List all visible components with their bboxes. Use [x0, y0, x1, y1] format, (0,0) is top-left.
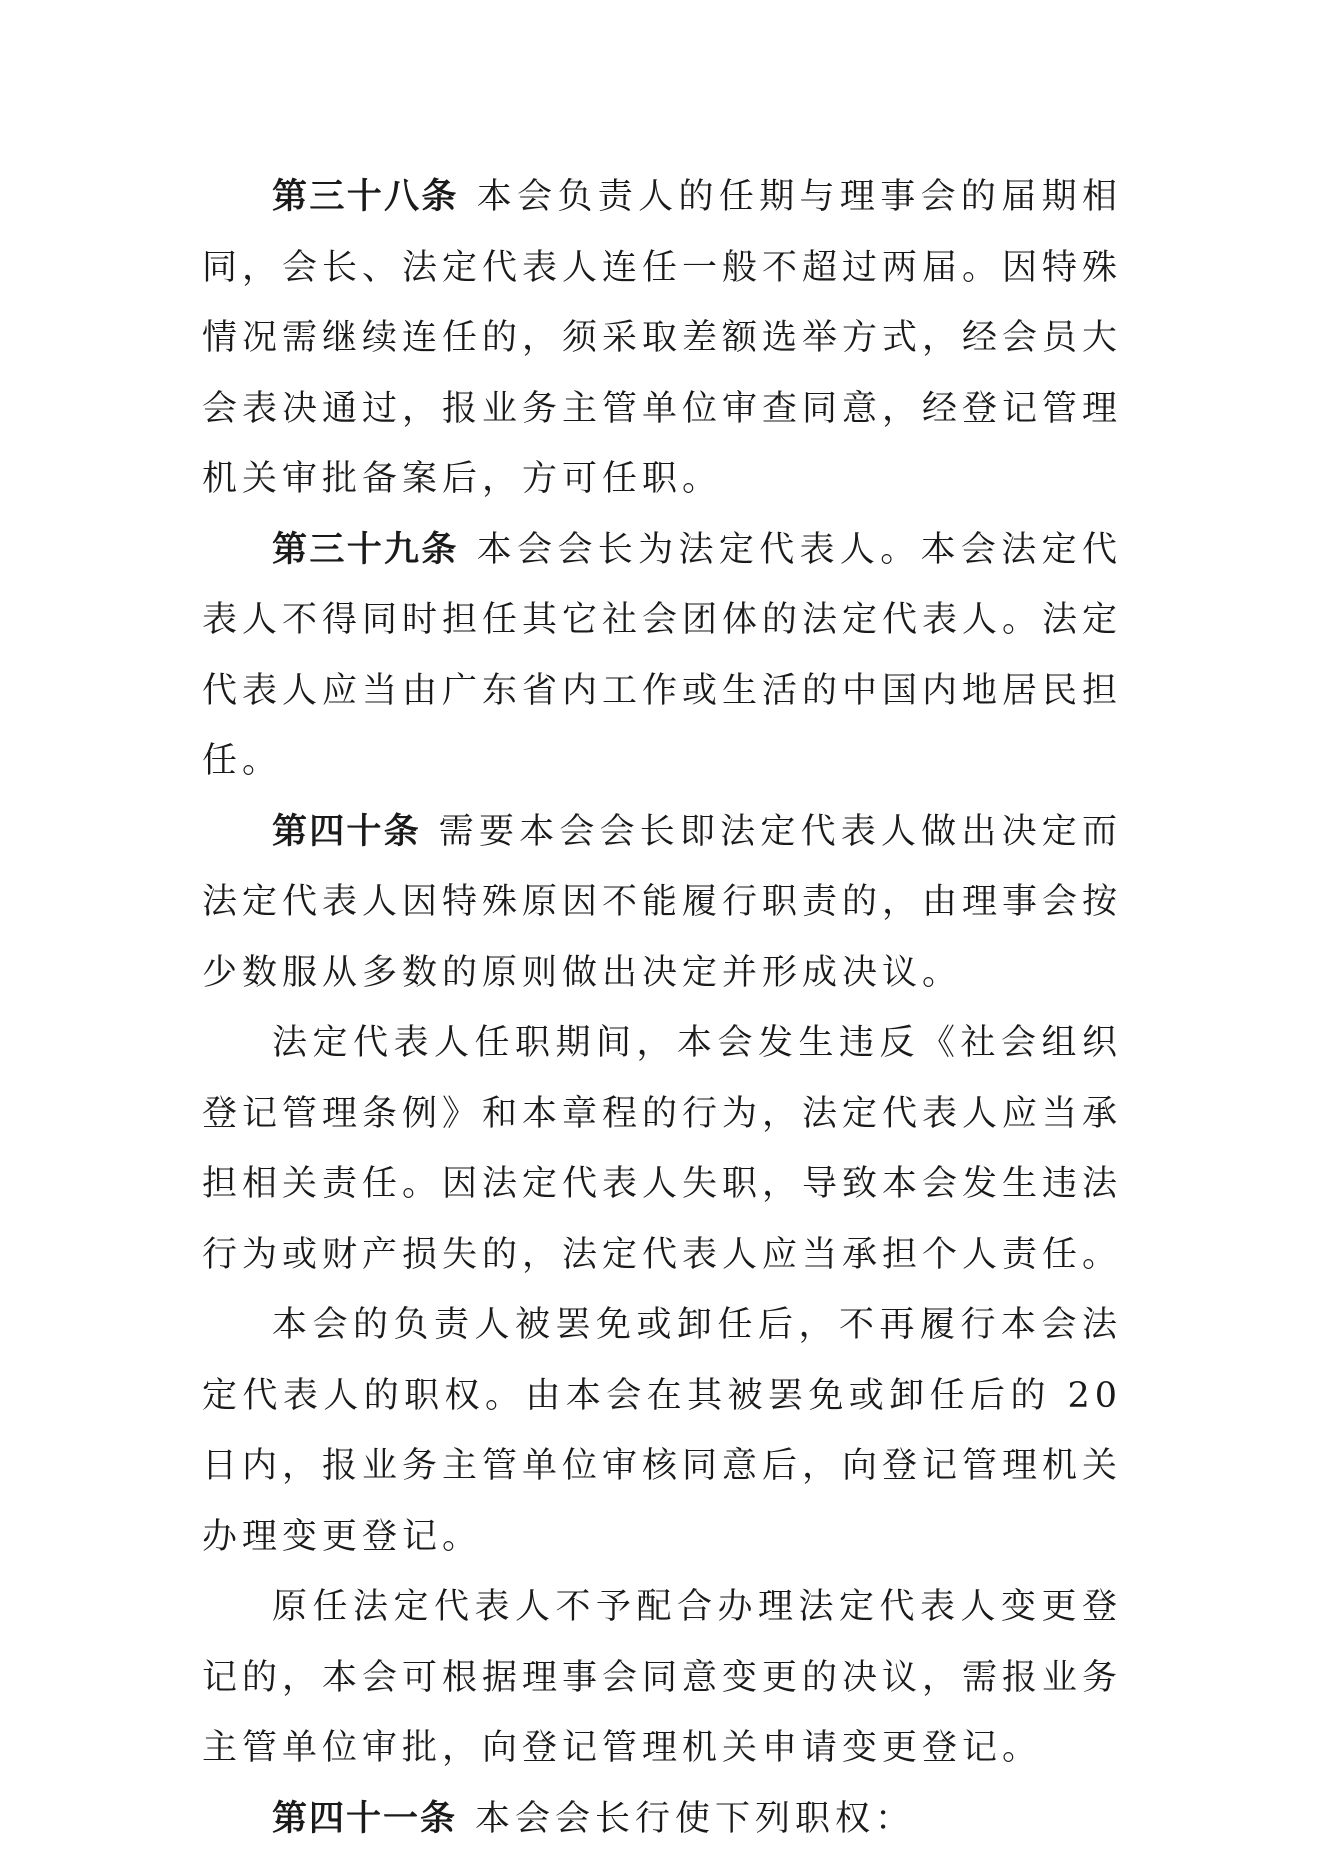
article-heading: 第三十九条 — [272, 529, 459, 570]
article-heading: 第三十八条 — [272, 177, 459, 217]
paragraph-legal-rep-responsibility — [202, 1008, 1122, 1290]
paragraph-text: 法定代表人任职期间，本会发生违反《社会组织登记管理条例》和本章程的行为，法定代表人应当承担相关责任。因法定代表人失职，导致本会发生违法行为或财产损失的，法定代表人应当承担个人责任。 — [202, 1023, 1123, 1275]
paragraph-change-registration — [202, 1572, 1122, 1784]
paragraph-text: 需要本会会长即法定代表人做出决定而法定代表人因特殊原因不能履行职责的，由理事会按少数服从多数的原则做出决定并形成决议。 — [202, 811, 1123, 993]
paragraph-text: 本会会长为法定代表人。本会法定代表人不得同时担任其它社会团体的法定代表人。法定代表人应当由广东省内工作或生活的中国内地居民担任。 — [202, 529, 1123, 781]
document-body — [202, 162, 1122, 1854]
paragraph-article-41 — [202, 1784, 1122, 1855]
paragraph-text: 本会的负责人被罢免或卸任后，不再履行本会法定代表人的职权。由本会在其被罢免或卸任后的 20 日内，报业务主管单位审核同意后，向登记管理机关办理变更登记。 — [202, 1305, 1123, 1557]
article-heading: 第四十一条 — [272, 1798, 458, 1839]
article-heading: 第四十条 — [272, 811, 421, 852]
paragraph-dismissal — [202, 1290, 1122, 1572]
paragraph-article-39 — [202, 515, 1122, 797]
paragraph-text: 本会负责人的任期与理事会的届期相同，会长、法定代表人连任一般不超过两届。因特殊情况需继续连任的，须采取差额选举方式，经会员大会表决通过，报业务主管单位审查同意，经登记管理机关审批备案后，方可任职。 — [202, 177, 1123, 499]
paragraph-text: 原任法定代表人不予配合办理法定代表人变更登记的，本会可根据理事会同意变更的决议，需报业务主管单位审批，向登记管理机关申请变更登记。 — [202, 1587, 1123, 1768]
paragraph-article-38 — [202, 162, 1122, 515]
paragraph-text: 本会会长行使下列职权： — [475, 1798, 916, 1839]
paragraph-article-40 — [202, 797, 1122, 1009]
